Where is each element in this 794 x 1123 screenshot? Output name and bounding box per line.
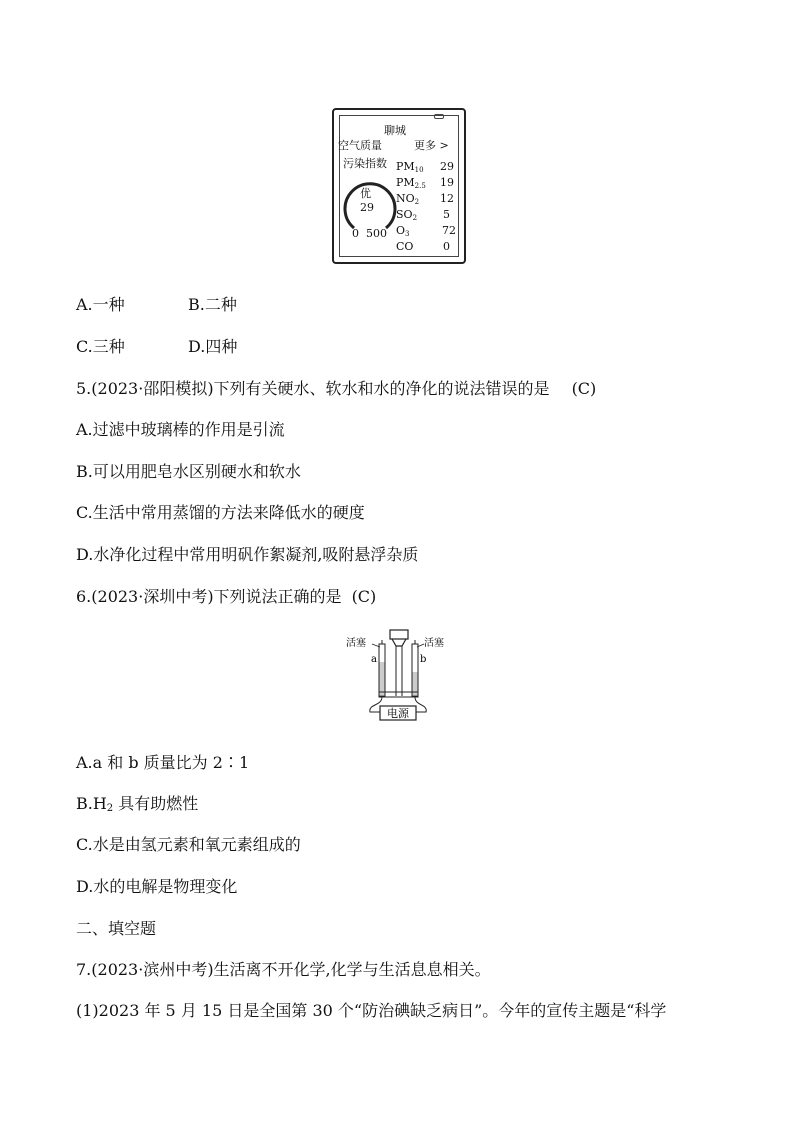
phone-city: 聊城 [384,124,406,137]
q5-option-d: D.水净化过程中常用明矾作絮凝剂,吸附悬浮杂质 [76,545,419,564]
reservoir-neck [392,639,406,646]
right-wire [415,697,426,712]
q6-option-b: $B.H_2$ 具有助燃性 [76,794,199,814]
q6-option-d: D.水的电解是物理变化 [76,877,238,896]
q5-stem: 5.(2023·邵阳模拟)下列有关硬水、软水和水的净化的说法错误的是 (C) [76,379,597,398]
q5-option-a: A.过滤中玻璃棒的作用是引流 [76,420,285,439]
q5-option-c: C.生活中常用蒸馏的方法来降低水的硬度 [76,503,365,522]
pollutant-name-co: CO [396,240,414,253]
phone-air-quality-label: 空气质量 [338,139,382,152]
q4-option-b: B.二种 [188,295,237,314]
q6-answer: (C) [351,587,377,606]
phone-more-link: 更多 > [414,139,449,152]
pollutant-name-o3: $O_3$ [396,224,410,238]
reservoir-top [390,630,408,639]
electrolysis-apparatus [344,626,450,722]
pollutant-name-pm25: $PM_{2.5}$ [396,176,426,190]
q6-stem: 6.(2023·深圳中考)下列说法正确的是 (C) [76,587,377,606]
gauge-min: 0 [352,227,359,240]
pollutant-name-pm10: $PM_{10}$ [396,160,424,174]
q5-option-b: B.可以用肥皂水区别硬水和软水 [76,462,301,481]
q5-answer: (C) [571,379,597,398]
q4-option-a: A.一种 [76,295,125,314]
pollutant-value-o3: 72 [442,224,456,237]
pollutant-value-co: 0 [443,240,450,253]
pollutant-value-pm25: 19 [440,176,454,189]
q6-option-c: C.水是由氢元素和氧元素组成的 [76,835,301,854]
pollutant-name-so2: $SO_2$ [396,208,418,222]
phone-pollution-index-label: 污染指数 [343,157,387,170]
q6-option-a: A.a 和 b 质量比为 2∶1 [76,753,250,772]
power-label: 电源 [387,707,409,720]
pollutant-value-pm10: 29 [440,160,454,173]
left-stopcock-label: 活塞 [346,638,366,649]
gauge-max: 500 [366,227,387,240]
gauge-level: 优 [360,187,371,200]
q7-stem: 7.(2023·滨州中考)生活离不开化学,化学与生活息息相关。 [76,960,491,979]
pollutant-value-no2: 12 [440,192,454,205]
q4-option-c: C.三种 [76,337,125,356]
q4-option-d: D.四种 [188,337,238,356]
pollutant-value-so2: 5 [443,208,450,221]
pollutant-name-no2: $NO_2$ [396,192,420,206]
gauge-value: 29 [360,201,374,214]
tube-a-water [380,662,385,695]
tube-a-label: a [371,654,377,665]
tube-b-label: b [420,654,427,665]
section-heading-fill-in: 二、填空题 [76,919,157,938]
right-stopcock-label: 活塞 [424,638,444,649]
phone-speaker-icon [434,114,444,119]
chevron-right-icon: > [436,139,449,152]
q7-part1: (1)2023 年 5 月 15 日是全国第 30 个“防治碘缺乏病日”。今年的宣传主题是“科学 [76,1001,667,1020]
